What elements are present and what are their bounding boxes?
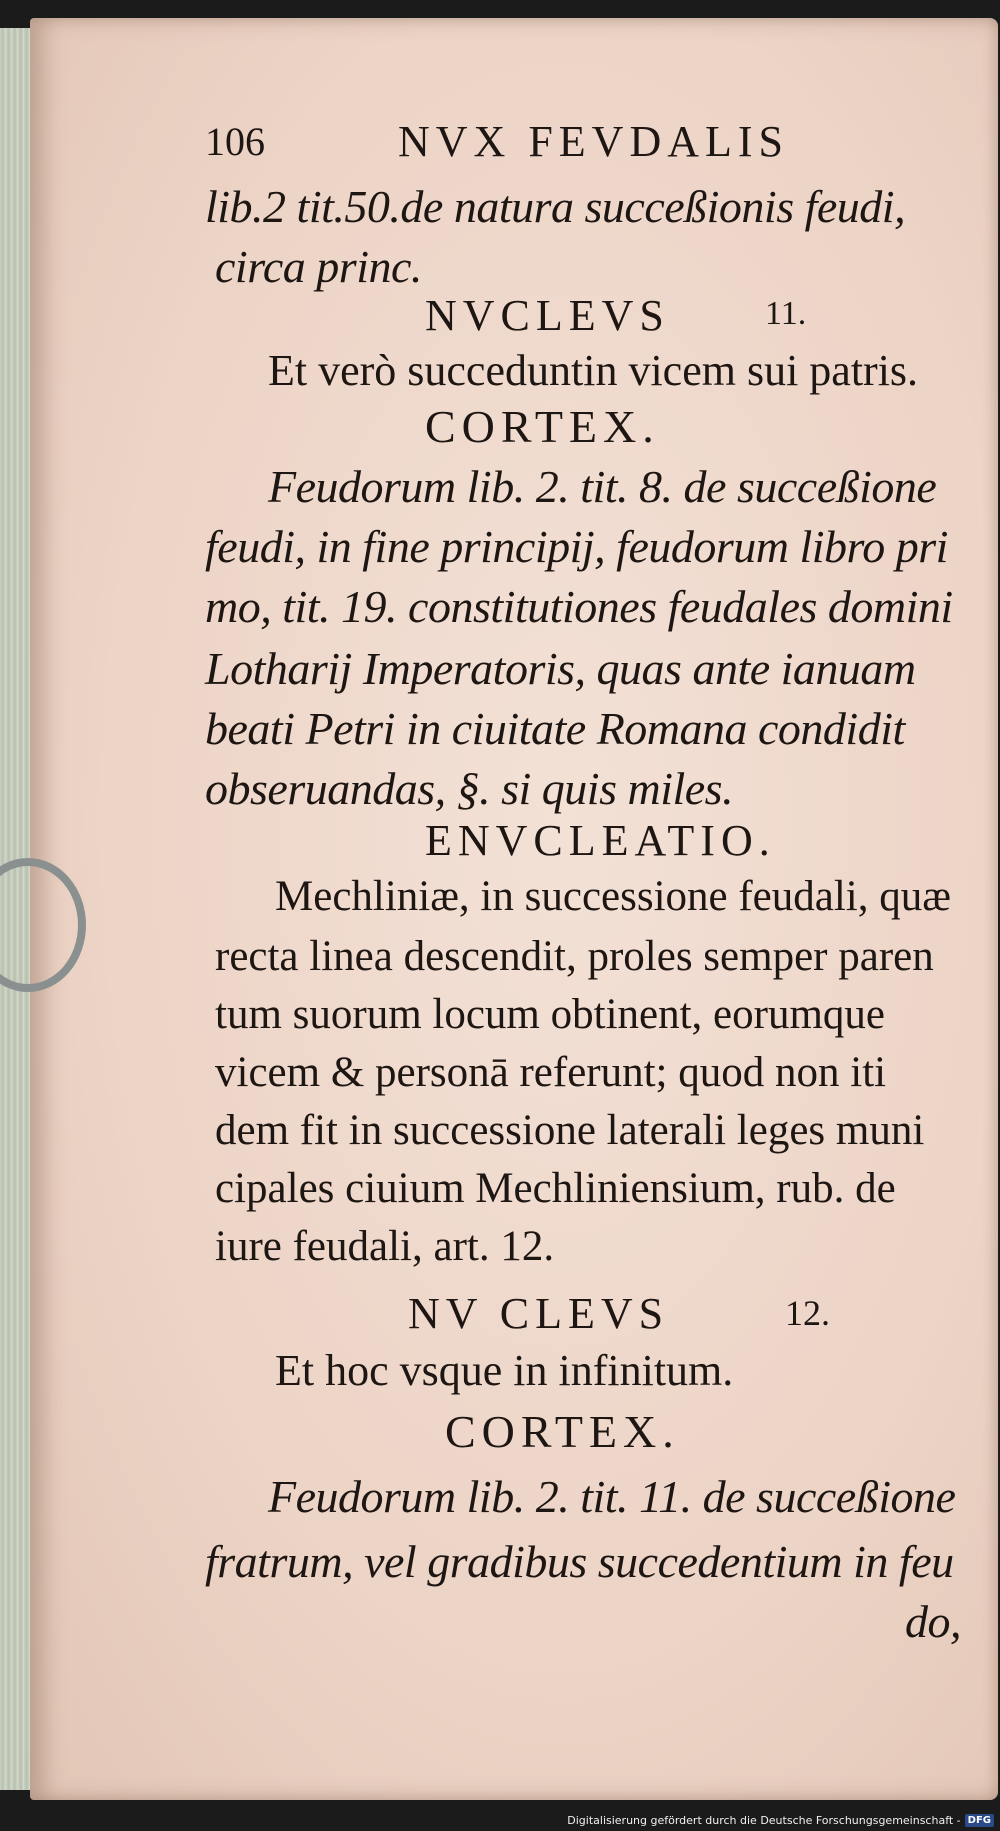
enucleatio-line: Mechliniæ, in successione feudali, quæ — [275, 873, 951, 920]
body-line: circa princ. — [215, 241, 422, 292]
nucleus-text: Et hoc vsque in infinitum. — [275, 1346, 734, 1395]
cortex-line: Feudorum lib. 2. tit. 11. de succeßione — [268, 1471, 956, 1522]
nucleus-number: 11. — [765, 295, 807, 332]
cortex-line: fratrum, vel gradibus succedentium in feu — [205, 1536, 954, 1587]
page-number: 106 — [205, 119, 265, 164]
running-title: NVX FEVDALIS — [398, 117, 789, 166]
dfg-logo: DFG — [965, 1814, 994, 1827]
cortex-line: mo, tit. 19. constitutiones feudales domini — [205, 581, 953, 632]
enucleatio-line: dem fit in successione laterali leges muni — [215, 1107, 925, 1154]
cortex-heading: CORTEX. — [425, 401, 660, 452]
nucleus-heading: NVCLEVS — [425, 291, 670, 340]
cortex-line: Lotharij Imperatoris, quas ante ianuam — [205, 643, 916, 694]
digitization-credit — [567, 1814, 994, 1827]
enucleatio-line: tum suorum locum obtinent, eorumque — [215, 991, 885, 1038]
cortex-line: beati Petri in ciuitate Romana condidit — [205, 703, 905, 754]
nucleus-heading: NV CLEVS — [408, 1289, 670, 1338]
enucleatio-line: recta linea descendit, proles semper paren — [215, 933, 934, 980]
enucleatio-heading: ENVCLEATIO. — [425, 816, 776, 865]
body-line: lib.2 tit.50.de natura succeßionis feudi, — [205, 181, 906, 232]
cortex-heading: CORTEX. — [445, 1406, 680, 1457]
enucleatio-line: cipales ciuium Mechliniensium, rub. de — [215, 1165, 896, 1212]
enucleatio-line: iure feudali, art. 12. — [215, 1223, 555, 1270]
credit-text: Digitalisierung gefördert durch die Deutsche Forschungsgemeinschaft - — [567, 1814, 961, 1827]
nucleus-number: 12. — [785, 1293, 830, 1333]
cortex-line: do, — [905, 1596, 961, 1647]
enucleatio-line: vicem & personā referunt; quod non iti — [215, 1049, 887, 1096]
nucleus-text: Et verò succeduntin vicem sui patris. — [268, 346, 919, 395]
cortex-line: feudi, in fine principij, feudorum libro pri — [205, 521, 948, 572]
cortex-line: obseruandas, §. si quis miles. — [205, 763, 734, 814]
cortex-line: Feudorum lib. 2. tit. 8. de succeßione — [268, 461, 937, 512]
